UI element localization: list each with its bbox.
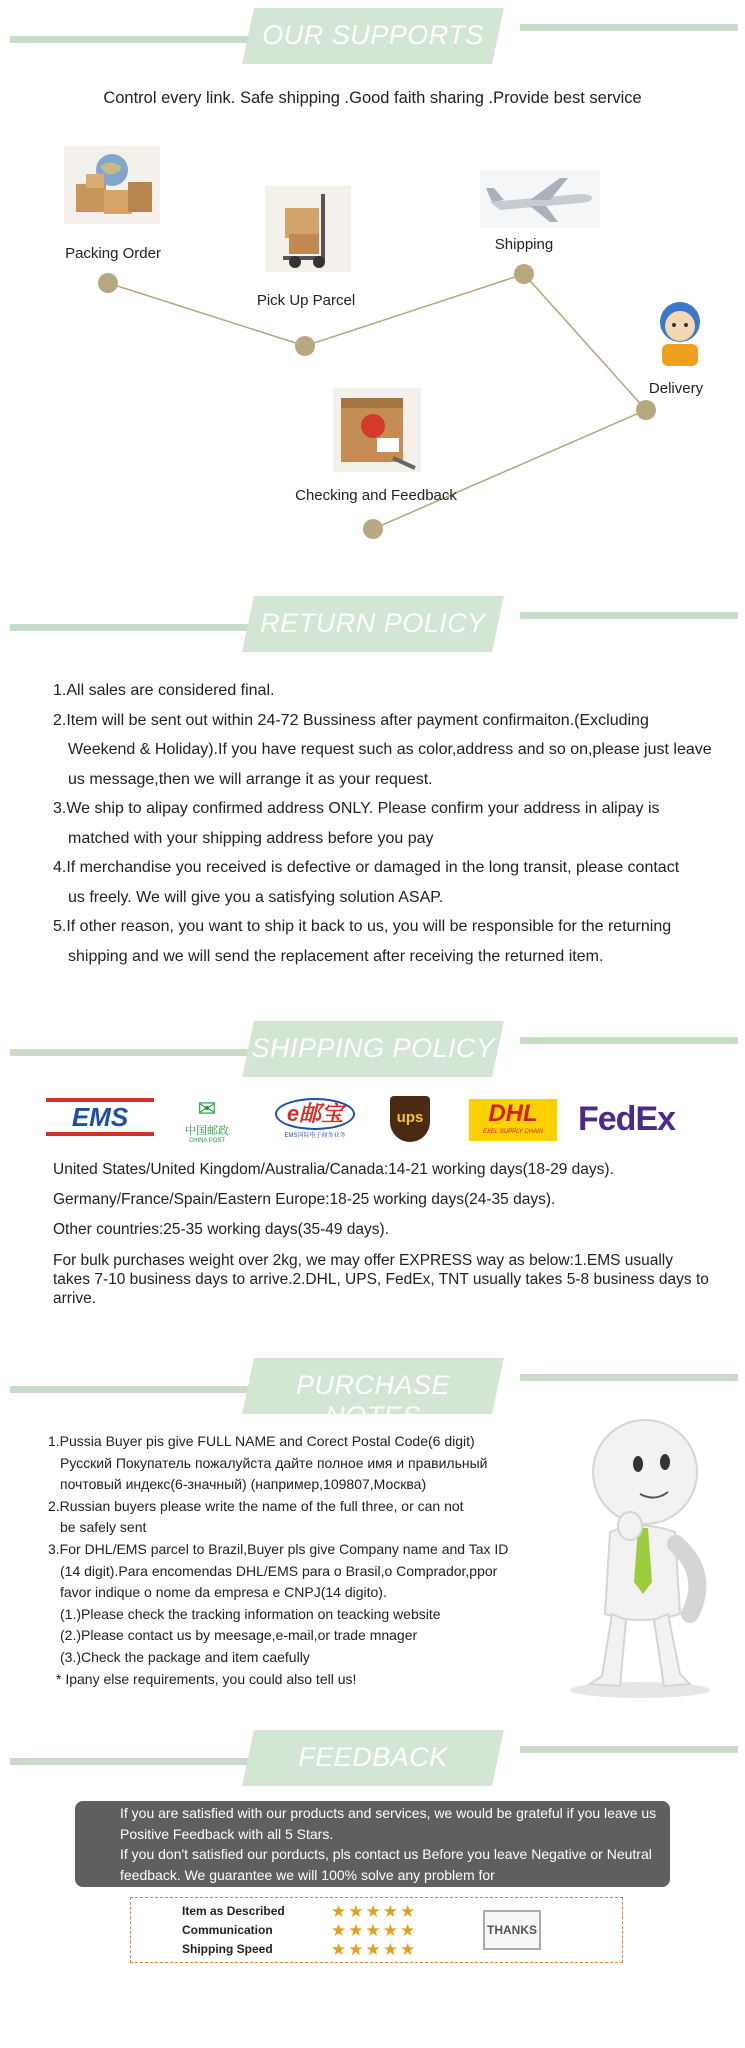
policy-line: shipping and we will send the replacement after receiving the returned item. [68,947,604,965]
feedback-line: If you are satisfied with our products and services, we would be grateful if you leave us [120,1805,657,1821]
feedback-message-box [75,1801,670,1887]
ems-logo: EMS [46,1098,154,1138]
rating-label-shipping-speed: Shipping Speed [182,1942,273,1956]
star-rating-icon: ★★★★★ [331,1902,418,1921]
section-title: RETURN POLICY [260,608,486,638]
header-rule-right [520,612,738,619]
china-post-logo: ✉ 中国邮政 CHINA POST [172,1096,242,1142]
header-rule-left [10,1758,260,1765]
note-line: (1.)Please check the tracking information on teacking website [60,1605,441,1622]
feedback-header [0,1728,745,1788]
hand-truck-icon [265,186,351,272]
section-title: PURCHASE NOTES [295,1370,451,1431]
star-rating-icon: ★★★★★ [331,1940,418,1959]
policy-line: 5.If other reason, you want to ship it back to us, you will be responsible for the returning [53,918,672,935]
section-title: SHIPPING POLICY [251,1033,495,1063]
feedback-line: feedback. We guarantee we will 100% solve any problem for [120,1866,495,1883]
policy-line: us message,then we will arrange it as your request. [68,770,433,788]
supports-tagline: Control every link. Safe shipping .Good faith sharing .Provide best service [103,89,642,107]
shipping-time-eu: Germany/France/Spain/Eastern Europe:18-25 working days(24-35 days). [53,1191,556,1208]
step-label-packing: Packing Order [65,245,161,262]
inspect-box-icon [333,388,421,472]
airplane-icon [480,170,600,228]
shipping-policy-header [0,1019,745,1079]
policy-line: 2.Item will be sent out within 24-72 Bussiness after payment confirmaiton.(Excluding [53,711,649,729]
header-rule-right [520,1746,738,1753]
process-path [0,0,745,560]
step-node [363,519,383,539]
fedex-logo: FedEx [578,1100,676,1138]
note-line: 1.Pussia Buyer pis give FULL NAME and Corect Postal Code(6 digit) [48,1433,475,1449]
step-node [295,336,315,356]
header-rule-left [10,1049,260,1056]
shipping-bulk-note: For bulk purchases weight over 2kg, we may offer EXPRESS way as below:1.EMS usually takes 7-10 business days to arrive.2.DHL, UPS, FedEx, TNT usually takes 5-8 business days to arrive. [53,1252,709,1307]
policy-line: 4.If merchandise you received is defective or damaged in the long transit, please contact [53,859,680,876]
note-line: почтовый индекс(6-значный) (например,109807,Москва) [60,1476,427,1493]
policy-line: 3.We ship to alipay confirmed address ONLY. Please confirm your address in alipay is [53,800,660,817]
thinking-figure-illustration [540,1414,740,1700]
step-label-checking: Checking and Feedback [295,487,457,504]
feedback-line: If you don't satisfied our porducts, pls contact us Before you leave Negative or Neutral [120,1846,652,1862]
note-line: Русский Покупатель пожалуйста дайте полное имя и правильный [60,1454,488,1471]
shipping-time-other: Other countries:25-35 working days(35-49 days). [53,1221,389,1238]
return-policy-list [53,676,733,971]
thanks-sign: THANKS [483,1910,541,1950]
note-line: (14 digit).Para encomendas DHL/EMS para o Brasil,o Comprador,ppor [60,1562,498,1579]
step-label-delivery: Delivery [648,380,704,397]
step-node [514,264,534,284]
header-rule-right [520,1374,738,1381]
rating-label-communication: Communication [182,1923,273,1937]
note-line: * Ipany else requirements, you could also tell us! [56,1670,357,1687]
note-line: (2.)Please contact us by meesage,e-mail,or trade mnager [60,1627,418,1644]
star-rating-icon: ★★★★★ [331,1921,418,1940]
step-node [636,400,656,420]
feedback-line: Positive Feedback with all 5 Stars. [120,1825,334,1842]
ups-logo: ups [390,1096,430,1142]
section-title: FEEDBACK [298,1742,448,1772]
note-line: (3.)Check the package and item caefully [60,1648,310,1665]
boxes-icon [64,146,160,224]
step-node [98,273,118,293]
step-label-shipping: Shipping [494,236,554,253]
courier-icon [652,298,708,370]
header-rule-right [520,1037,738,1044]
purchase-notes-list [48,1431,568,1690]
eub-logo: e邮宝 EMS国际电子商务业务 [275,1098,355,1142]
shipping-time-us: United States/United Kingdom/Australia/Canada:14-21 working days(18-29 days). [53,1161,614,1178]
header-rule-left [10,624,260,631]
policy-line: us freely. We will give you a satisfying solution ASAP. [68,888,444,906]
dhl-logo: DHL EXEL SUPPLY CHAIN [469,1099,557,1141]
purchase-notes-header [0,1356,745,1431]
note-line: favor indique o nome da empresa e CNPJ(14 digito). [60,1584,387,1601]
china-post-icon: ✉ [197,1096,217,1121]
note-line: 3.For DHL/EMS parcel to Brazil,Buyer pls give Company name and Tax ID [48,1540,509,1557]
section-title: OUR SUPPORTS [262,20,484,50]
note-line: be safely sent [60,1519,147,1536]
step-label-pickup: Pick Up Parcel [256,292,356,309]
rating-box [130,1897,623,1963]
policy-line: 1.All sales are considered final. [53,682,275,699]
policy-line: matched with your shipping address before you pay [68,829,434,847]
rating-label-described: Item as Described [182,1904,285,1918]
header-rule-left [10,1386,260,1393]
return-policy-header [0,594,745,654]
policy-line: Weekend & Holiday).If you have request such as color,address and so on,please just leave [68,741,712,758]
note-line: 2.Russian buyers please write the name of the full three, or can not [48,1497,464,1514]
